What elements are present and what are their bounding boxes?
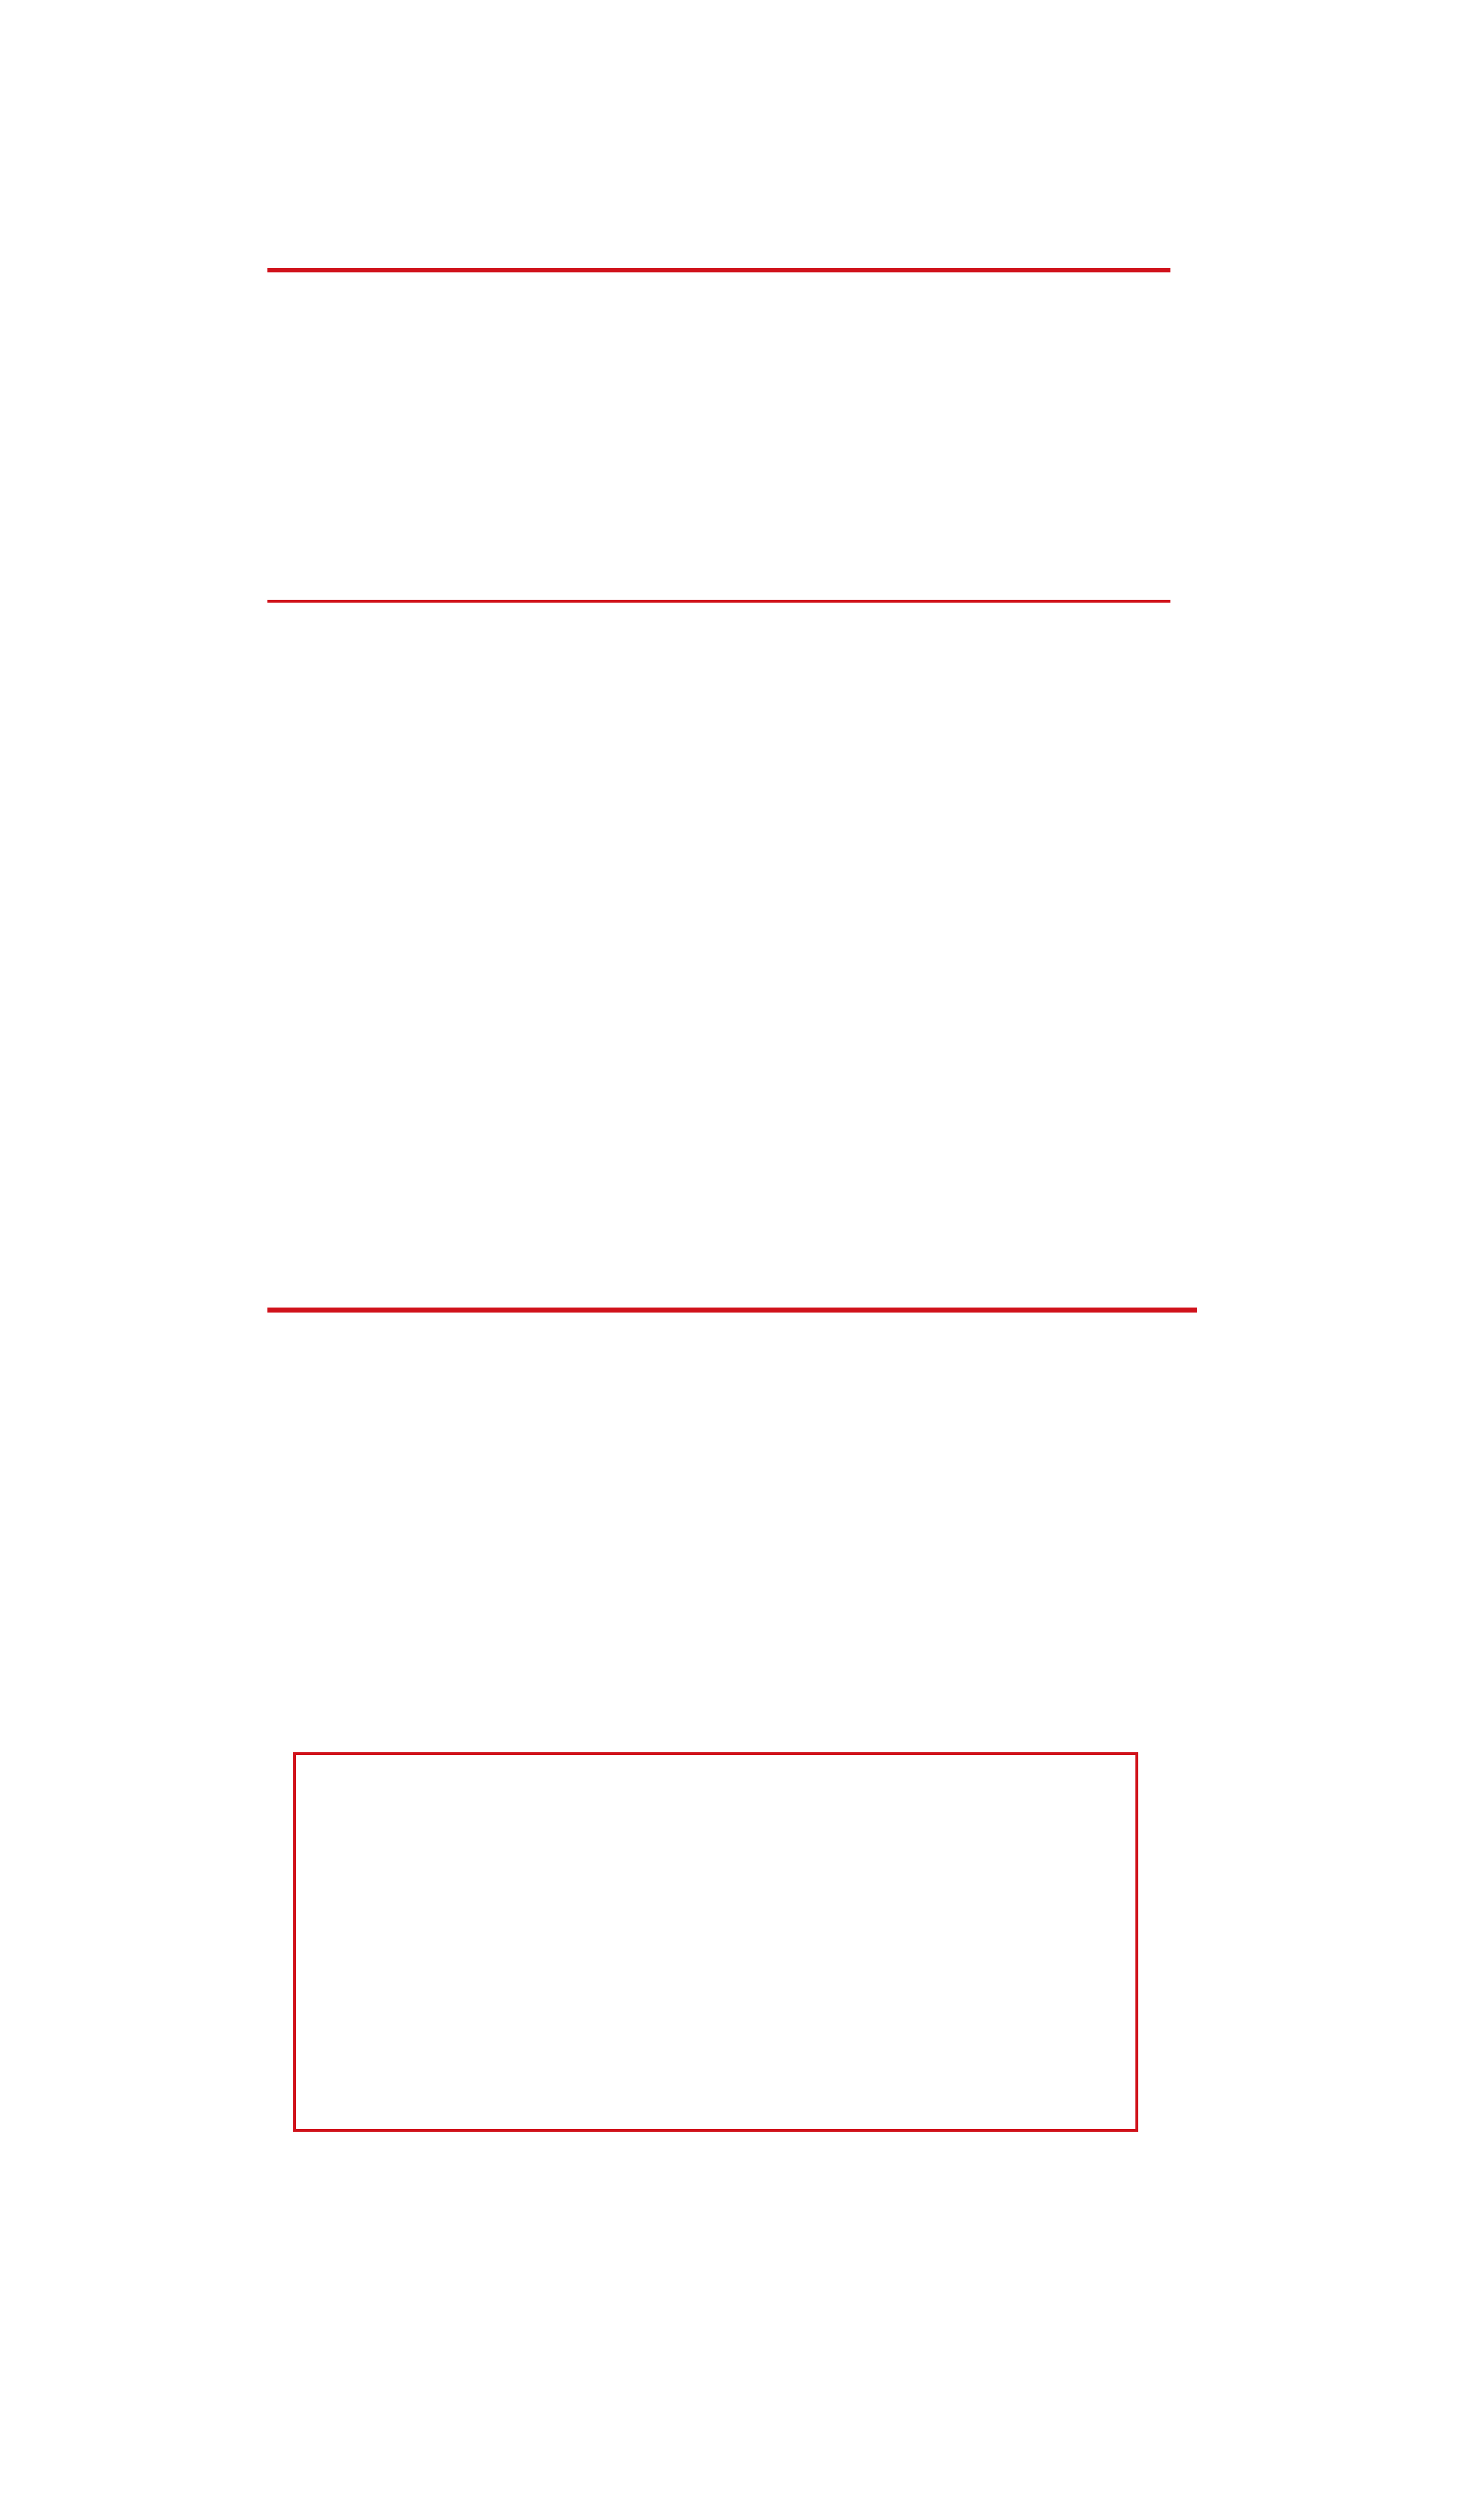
- section-1-heading: [267, 261, 389, 268]
- section-2-divider: [267, 600, 1170, 603]
- callout-box: [293, 1752, 1138, 2132]
- section-2-heading: [267, 593, 432, 600]
- section-3-divider: [267, 1308, 1197, 1313]
- section-3-heading: [267, 1300, 332, 1308]
- section-1-divider: [267, 268, 1170, 272]
